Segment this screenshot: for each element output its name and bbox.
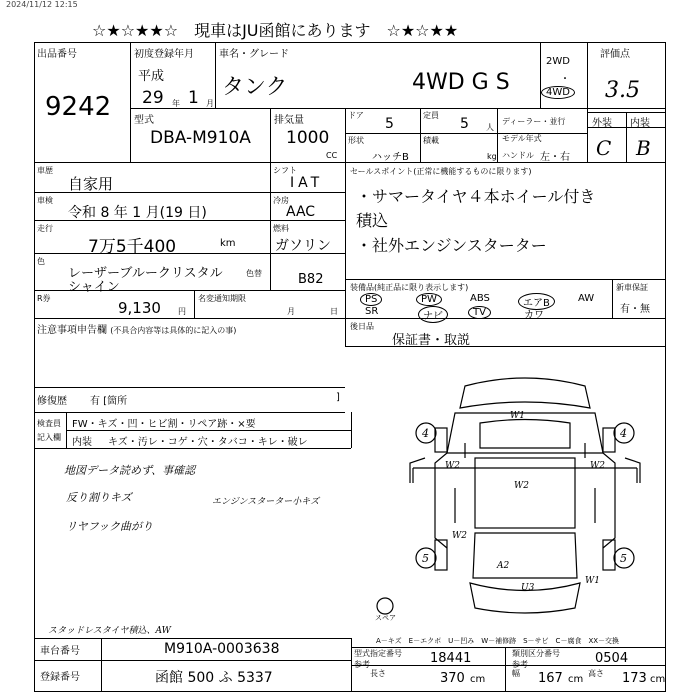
inspector-label1: 検査員 <box>37 419 61 428</box>
exterior-grade: C <box>596 136 612 160</box>
class-no-label: 類別区分番号 参考 <box>512 649 560 669</box>
notes-label: 注意事項申告欄 (不具合内容等は具体的に記入の事) <box>37 325 237 336</box>
capacity-value: 5 <box>460 116 469 132</box>
equip-pw: PW <box>416 293 442 306</box>
recycle-value: 9,130 <box>118 299 161 317</box>
aircon-label: 冷房 <box>273 196 289 205</box>
inspector-row1: FW・キズ・凹・ヒビ割・リペア跡・×要 <box>72 419 256 430</box>
mark-w2-rear: W2 <box>452 531 467 541</box>
mileage-unit: km <box>220 238 236 249</box>
equip-tv: TV <box>468 306 491 319</box>
sales-point-line3: ・社外エンジンスターター <box>356 236 547 255</box>
inspector-row2: キズ・汚レ・コゲ・穴・タバコ・キレ・破レ <box>108 437 308 448</box>
first-reg-label: 初度登録年月 <box>134 49 194 60</box>
mark-w1-hood: W1 <box>510 411 525 421</box>
sales-point-label: セールスポイント(正常に機能するものに限ります) <box>350 167 532 176</box>
recycle-label: R券 <box>37 294 51 303</box>
post-items-label: 後日品 <box>350 322 374 331</box>
hand-note-3: リヤフック曲がり <box>66 520 154 533</box>
equipment-label: 装備品(純正品に限り表示します) <box>350 283 469 292</box>
plate-number: 函館 500 ふ 5337 <box>155 670 273 686</box>
inspector-label2: 記入欄 <box>37 433 61 442</box>
fuel-value: ガソリン <box>275 238 331 254</box>
deadline-month: 月 <box>287 307 295 316</box>
spec-no-value: 18441 <box>430 651 472 666</box>
banner-text: ☆★☆★★☆ 現車はJU函館にあります ☆★☆★★ <box>92 21 459 40</box>
interior-grade: B <box>636 136 651 160</box>
width-label: 幅 <box>512 669 520 678</box>
height-value: 173 <box>622 671 647 686</box>
equip-ps: PS <box>360 293 382 306</box>
drive-2wd: 2WD <box>546 56 570 67</box>
sales-point-line1: ・サマータイヤ４本ホイール付き <box>356 187 596 206</box>
width-unit: cm <box>568 674 584 685</box>
handle-value: 左・右 <box>540 152 570 163</box>
mark-w1-rear: W1 <box>585 576 600 586</box>
new-warranty-label: 新車保証 <box>616 283 648 292</box>
height-unit: cm <box>650 674 666 685</box>
doors-value: 5 <box>385 116 394 132</box>
load-unit: kg <box>487 152 497 161</box>
color-line2: シャイン <box>68 280 120 295</box>
height-label: 高さ <box>588 669 604 678</box>
car-grade: 4WD G S <box>412 70 510 95</box>
displacement-unit: CC <box>326 151 338 160</box>
first-reg-year: 29 <box>142 88 164 108</box>
drive-4wd: 4WD <box>541 86 575 99</box>
sales-point-line2: 積込 <box>356 211 389 230</box>
spec-no-label: 型式指定番号 参考 <box>354 649 402 669</box>
mileage-value: 7万5千400 <box>88 237 177 257</box>
handle-label: ハンドル <box>502 151 534 160</box>
mark-u3: U3 <box>521 583 535 593</box>
model-year-label: モデル年式 <box>502 134 542 143</box>
dealer-label: ディーラー・並行 <box>502 117 566 126</box>
equip-abs: ABS <box>470 293 490 304</box>
mark-w2-left: W2 <box>445 461 460 471</box>
drive-sep: ・ <box>560 74 570 85</box>
plate-label: 登録番号 <box>40 672 80 683</box>
mark-n4-right: 4 <box>620 427 627 440</box>
equip-aw: AW <box>578 293 595 304</box>
car-name: タンク <box>222 75 288 100</box>
shift-label: シフト <box>273 166 297 175</box>
car-damage-diagram <box>375 368 655 622</box>
first-reg-month: 1 <box>188 88 199 108</box>
mark-n5-right: 5 <box>620 552 627 565</box>
repair-bracket: ] <box>336 392 340 403</box>
deadline-day: 日 <box>330 307 338 316</box>
displacement-label: 排気量 <box>274 115 304 126</box>
equip-leather: カワ <box>524 310 544 321</box>
interior-label: 内装 <box>630 118 650 129</box>
fuel-label: 燃料 <box>273 224 289 233</box>
repair-label: 修復歴 <box>37 396 67 407</box>
chassis-number: M910A-0003638 <box>164 641 280 657</box>
shape-label: 形状 <box>348 136 364 145</box>
length-label: 長さ <box>370 669 386 678</box>
history-label: 車歴 <box>37 166 53 175</box>
width-value: 167 <box>538 671 563 686</box>
equip-sr: SR <box>365 306 379 317</box>
type-label: 型式 <box>134 115 154 126</box>
spare-label: スペア <box>375 614 396 622</box>
equip-navi: ナビ <box>418 306 448 323</box>
length-value: 370 <box>440 671 465 686</box>
inspection-value: 令和 8 年 1 月(19 日) <box>68 205 207 221</box>
deadline-label: 名変通知期限 <box>198 294 246 303</box>
first-reg-month-unit: 月 <box>206 99 214 108</box>
shape-value: ハッチB <box>372 152 409 163</box>
repair-value: 有 [箇所 <box>90 396 128 407</box>
score-value: 3.5 <box>605 78 640 103</box>
inspection-label: 車検 <box>37 196 53 205</box>
hand-note-4: エンジンスターター小キズ <box>212 497 320 507</box>
displacement-value: 1000 <box>286 128 330 148</box>
mileage-label: 走行 <box>37 224 53 233</box>
mark-w2-right: W2 <box>590 461 605 471</box>
hand-note-1: 地図データ読めず、事確認 <box>64 464 196 477</box>
lot-number: 9242 <box>45 92 112 122</box>
chassis-label: 車台番号 <box>40 646 80 657</box>
doors-label: ドア <box>348 111 364 120</box>
recycle-unit: 円 <box>178 307 186 316</box>
lot-label: 出品番号 <box>37 49 77 60</box>
color-code: B82 <box>298 272 324 287</box>
model-type: DBA-M910A <box>150 128 251 148</box>
score-label: 評価点 <box>600 49 630 60</box>
equip-airbag: エアB <box>518 293 555 310</box>
hand-note-5: スタッドレスタイヤ積込、AW <box>48 626 171 636</box>
history-value: 自家用 <box>68 175 114 193</box>
capacity-label: 定員 <box>423 111 439 120</box>
exterior-label: 外装 <box>592 118 612 129</box>
load-label: 積載 <box>423 136 439 145</box>
color-label: 色 <box>37 257 45 266</box>
timestamp-stamp: 2024/11/12 12:15 <box>6 0 78 9</box>
inspector-row2-label: 内装 <box>72 437 92 448</box>
first-reg-year-unit: 年 <box>172 99 180 108</box>
shift-value: IAT <box>290 175 324 191</box>
length-unit: cm <box>470 674 486 685</box>
aircon-value: AAC <box>286 204 316 220</box>
mark-n4-left: 4 <box>422 427 429 440</box>
mark-n5-left: 5 <box>422 552 429 565</box>
mark-w2-roof: W2 <box>514 481 529 491</box>
first-reg-era: 平成 <box>138 69 165 84</box>
new-warranty-value: 有・無 <box>620 304 650 315</box>
color-code-label: 色替 <box>246 269 262 278</box>
mark-a2: A2 <box>497 561 510 571</box>
hand-note-2: 反り割りキズ <box>66 491 132 504</box>
capacity-unit: 人 <box>486 123 494 132</box>
class-no-value: 0504 <box>595 651 629 666</box>
damage-legend: A－キズ E－エクボ U－凹み W－補修跡 S－サビ C－腐食 XX－交換 <box>376 637 620 645</box>
post-items-value: 保証書・取説 <box>392 333 471 348</box>
color-line1: レーザーブルークリスタル <box>68 266 223 281</box>
model-name-label: 車名・グレード <box>219 49 289 60</box>
